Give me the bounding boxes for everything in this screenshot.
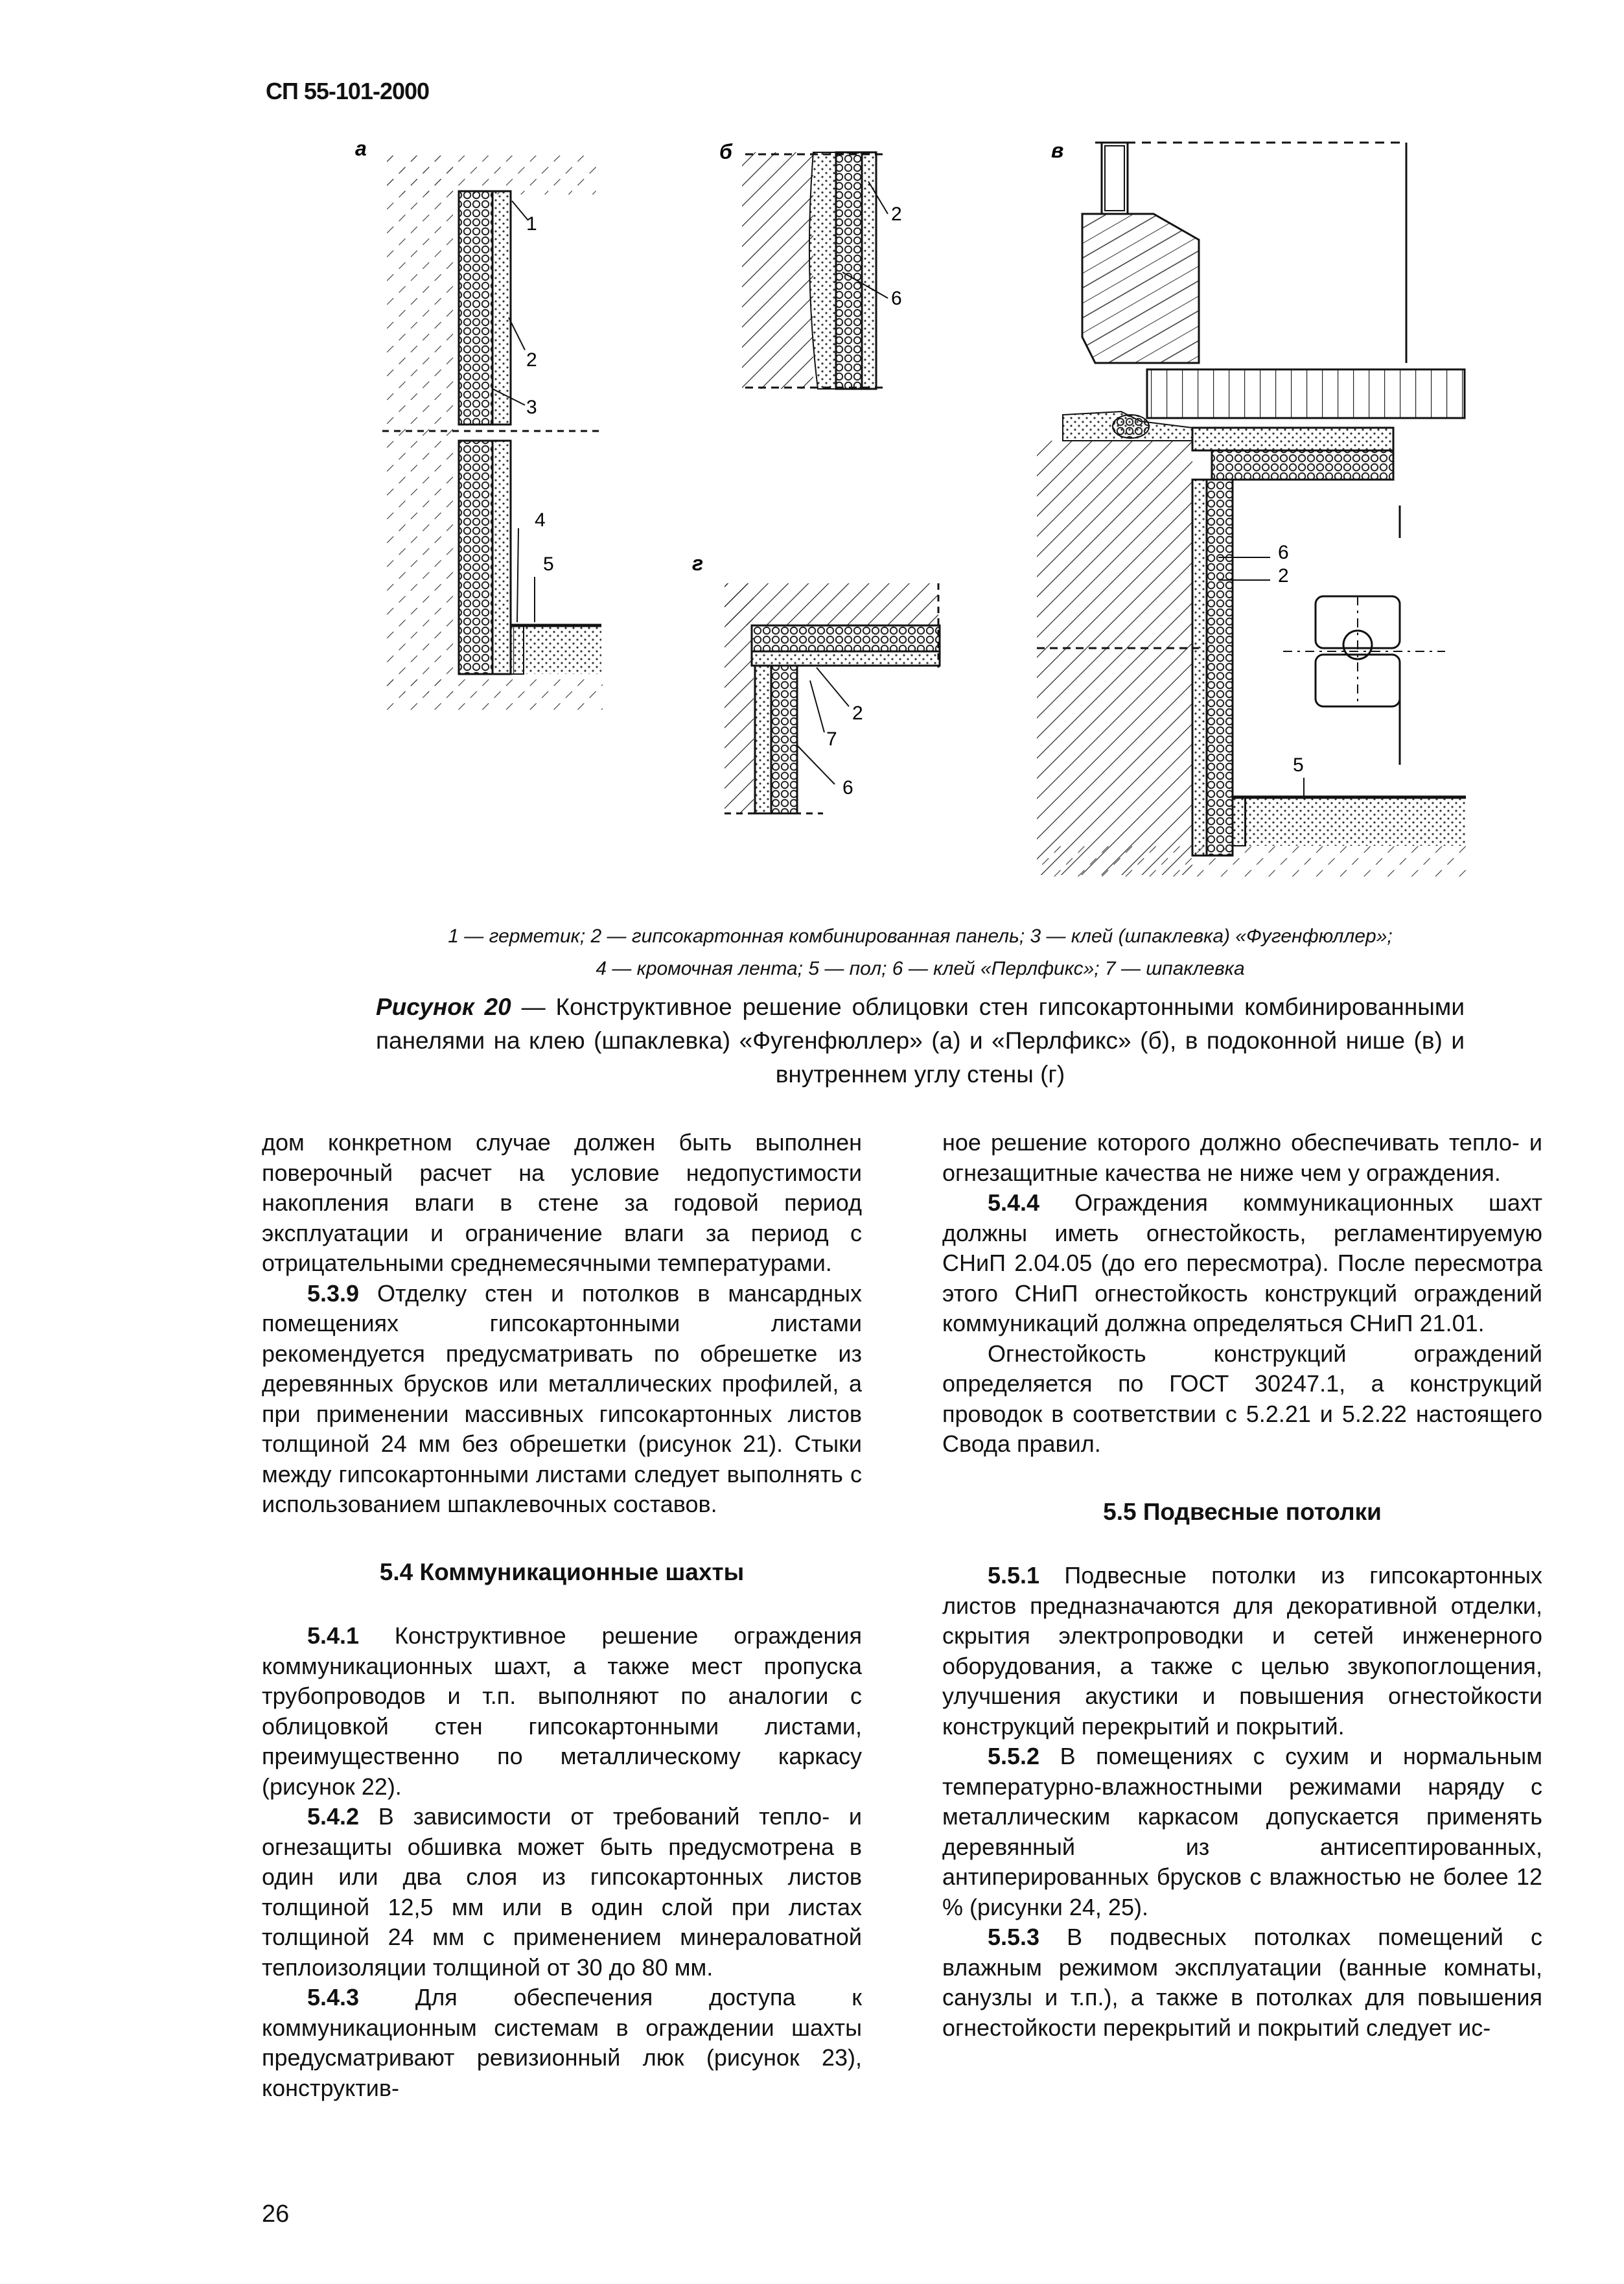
left-column [262,1128,862,2103]
panel-v-label: в [1051,139,1064,162]
callout-g-6: 6 [842,777,853,798]
paragraph-fire-resistance: Огнестойкость конструкций ограждений определяется по ГОСТ 30247.1, а конструкций проводок в соответствии с 5.2.21 и 5.2.22 настоящего Свода правил. [942,1340,1542,1457]
figure-caption-text: — Конструктивное решение облицовки стен гипсокартонными комбинированными панелями на клею (шпаклевка) «Фугенфюллер» (а) и «Перлфикс» (б), в подоконной нише (в) и внутреннем углу стены (г) [376,994,1465,1088]
clause-text: В помещениях с сухим и нормальным температурно-влажностными режимами наряду с металлическим каркасом допускается применять деревянный из антисептированных, антиперированных брусков с влажностью не более 12 % (рисунки 24, 25). [942,1743,1542,1920]
clause-text: Подвесные потолки из гипсокартонных листов предназначаются для декоративной отделки, скрытия электропроводки и сетей инженерного оборудования, а также с целью звукопоглощения, улучшения акустики и повышения огнестойкости конструкций перекрытий и покрытий. [942,1562,1542,1740]
right-column [942,1128,1542,2043]
clause-text: Ограждения коммуникационных шахт должны иметь огнестойкость, регламентируемую СНиП 2.04.05 (до его пересмотра). После пересмотра этого СНиП огнестойкость конструкций ограждений коммуникаций должна определяться СНиП 21.01. [942,1189,1542,1336]
panel-a-drawing [382,156,603,713]
callout-a-1: 1 [526,213,537,235]
figure-20-drawing [0,0,1624,920]
section-heading-5-5: 5.5 Подвесные потолки [1103,1498,1382,1525]
callout-a-2: 2 [526,349,537,371]
callout-a-3: 3 [526,397,537,418]
paragraph: дом конкретном случае должен быть выполнен поверочный расчет на условие недопустимости накопления влаги в стене за годовой период эксплуатации и ограничение влаги за период с отрицательными среднемесячными температурами. [262,1129,862,1276]
paragraph-5-3-9 [262,1279,862,1520]
document-code: СП 55-101-2000 [266,78,430,104]
panel-v-drawing [1037,143,1466,878]
paragraph-5-5-3 [942,1922,1542,2043]
panel-b-drawing [742,152,888,389]
clause-text: В подвесных потолках помещений с влажным режимом эксплуатации (ванные комнаты, санузлы и т.п.), а также в потолках для повышения огнестойкости перекрытий и покрытий следует ис- [942,1924,1542,2041]
callout-g-7: 7 [826,728,837,750]
clause-number: 5.4.2 [307,1803,360,1830]
clause-text: В зависимости от требований тепло- и огнезащиты обшивка может быть предусмотрена в один или два слоя из гипсокартонных листов толщиной 12,5 мм или в один слой при листах толщиной 24 мм с применением минераловатной теплоизоляции толщиной от 30 до 80 мм. [262,1803,862,1981]
clause-text: Отделку стен и потолков в мансардных помещениях гипсокартонными листами рекомендуется предусматривать по обрешетке из деревянных брусков или металлических профилей, а при применении массивных гипсокартонных листов толщиной 24 мм без обрешетки (рисунок 21). Стыки между гипсокартонными листами следует выполнять с использованием шпаклевочных составов. [262,1279,862,1517]
callout-v-6: 6 [1278,542,1289,563]
section-heading-5-4: 5.4 Коммуникационные шахты [379,1558,745,1585]
callout-v-2: 2 [1278,565,1289,587]
clause-number: 5.3.9 [307,1279,360,1307]
clause-number: 5.4.4 [988,1189,1040,1216]
panel-g-label: г [692,552,704,575]
paragraph-5-4-2 [262,1802,862,1983]
figure-caption [376,990,1465,1091]
paragraph: ное решение которого должно обеспечивать тепло- и огнезащитные качества не ниже чем у ограждения. [942,1129,1542,1186]
figure-legend-line-1: 1 — герметик; 2 — гипсокартонная комбинированная панель; 3 — клей (шпаклевка) «Фугенфюллер»; [448,926,1393,947]
figure-legend-line-2: 4 — кромочная лента; 5 — пол; 6 — клей «Перлфикс»; 7 — шпаклевка [596,958,1245,979]
clause-number: 5.5.1 [988,1562,1040,1589]
clause-number: 5.4.3 [307,1984,360,2010]
callout-a-4: 4 [535,509,546,531]
callout-v-5: 5 [1293,754,1304,776]
paragraph-5-5-1 [942,1561,1542,1742]
page-number: 26 [262,2200,290,2228]
panel-a-label: а [355,137,367,160]
clause-text: Для обеспечения доступа к коммуникационным системам в ограждении шахты предусматривают ревизионный люк (рисунок 23), конструктив- [262,1984,862,2101]
panel-g-drawing [725,583,940,813]
callout-a-5: 5 [543,554,554,575]
clause-number: 5.5.3 [988,1924,1040,1950]
callout-b-6: 6 [891,288,902,309]
paragraph-5-4-3 [262,1983,862,2103]
panel-b-label: б [719,140,732,163]
clause-text: Конструктивное решение ограждения коммуникационных шахт, а также мест пропуска трубопроводов и т.п. выполняют по аналогии с облицовкой стен гипсокартонными листами, преимущественно по металлическому каркасу (рисунок 22). [262,1622,862,1800]
figure-caption-label: Рисунок 20 [376,994,511,1020]
clause-number: 5.4.1 [307,1622,360,1649]
paragraph-5-4-4 [942,1188,1542,1339]
paragraph-5-5-2 [942,1742,1542,1922]
callout-g-2: 2 [852,703,863,724]
clause-number: 5.5.2 [988,1743,1040,1769]
paragraph-5-4-1 [262,1621,862,1802]
callout-b-2: 2 [891,204,902,225]
